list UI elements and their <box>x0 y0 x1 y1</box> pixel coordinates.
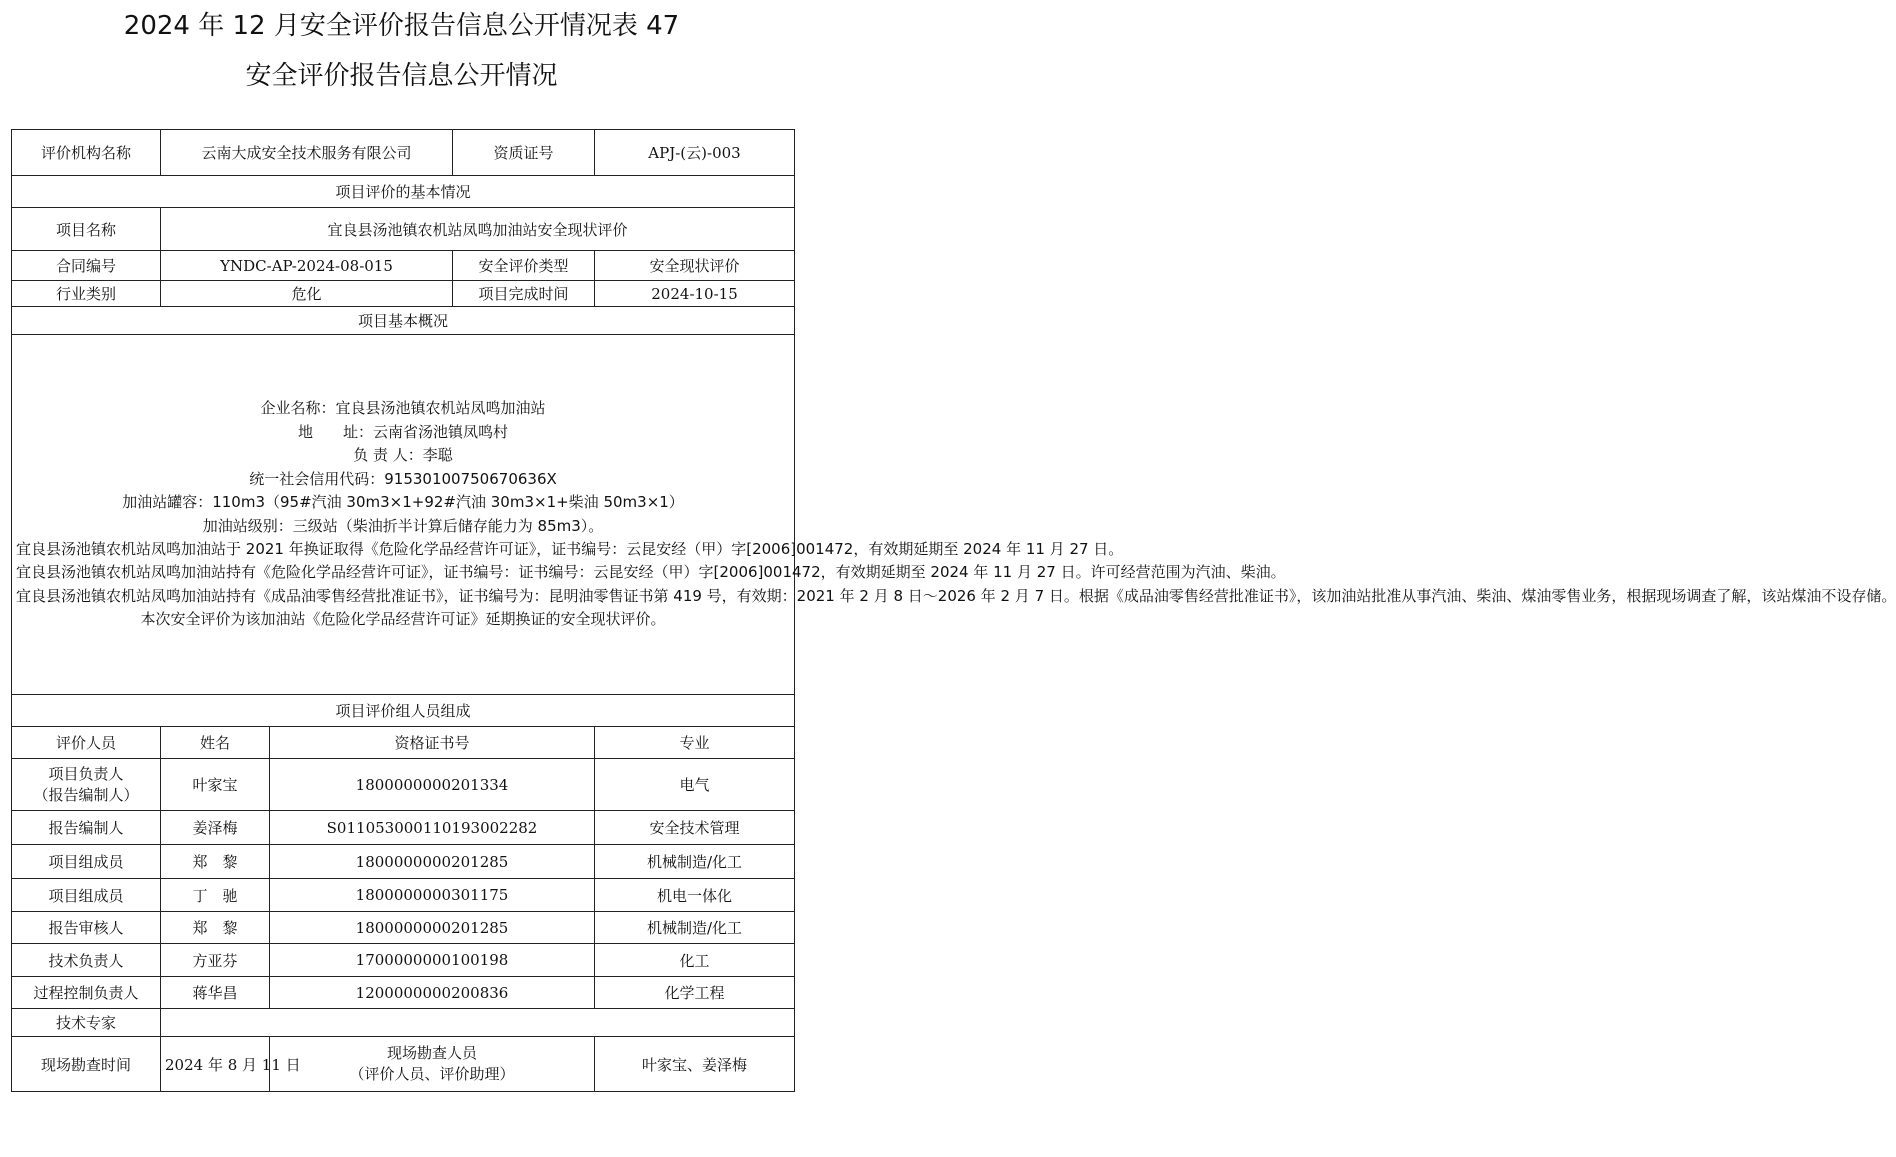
overview-retail-certificate: 宜良县汤池镇农机站凤鸣加油站持有《成品油零售经营批准证书》，证书编号为：昆明油零售证书第 419 号，有效期：2021 年 2 月 8 日～2026 年 2 月 7 日。根据《成品油零售经营批准证书》，该加油站批准从事汽油、柴油、煤油零售业务，根据现场调查了解，该站煤油不设存储。 <box>16 586 1896 605</box>
team-name: 蒋华昌 <box>161 977 270 1009</box>
team-cert: 1800000000201285 <box>270 912 595 944</box>
survey-staff-label <box>270 1037 595 1092</box>
report-subtitle: 安全评价报告信息公开情况 <box>245 61 558 91</box>
team-role: 技术负责人 <box>12 944 161 977</box>
table-row <box>12 912 795 944</box>
table-row <box>12 759 795 811</box>
project-overview <box>12 335 1896 695</box>
team-role: 报告审核人 <box>12 912 161 944</box>
team-role-line1: 项目负责人 <box>48 764 124 783</box>
table-row <box>12 944 795 977</box>
team-header-role: 评价人员 <box>12 727 161 759</box>
team-cert: 1200000000200836 <box>270 977 595 1009</box>
team-major: 机械制造/化工 <box>595 845 795 879</box>
overview-principal: 负 责 人：李聪 <box>353 446 453 465</box>
overview-credit-code: 统一社会信用代码：91530100750670636X <box>249 469 557 488</box>
overview-evaluation-purpose: 本次安全评价为该加油站《危险化学品经营许可证》延期换证的安全现状评价。 <box>140 610 666 629</box>
table-row <box>12 845 795 879</box>
team-header-major: 专业 <box>595 727 795 759</box>
team-major: 安全技术管理 <box>595 811 795 845</box>
cert-value: APJ-(云)-003 <box>595 130 795 176</box>
survey-staff-label-line1: 现场勘查人员 <box>387 1044 478 1062</box>
team-header-name: 姓名 <box>161 727 270 759</box>
overview-tank-capacity: 加油站罐容：110m3（95#汽油 30m3×1+92#汽油 30m3×1+柴油 50m3×1） <box>122 493 684 512</box>
industry-label: 行业类别 <box>12 281 161 307</box>
report-title: 2024 年 12 月安全评价报告信息公开情况表 47 <box>123 11 680 41</box>
table-row <box>12 811 795 845</box>
team-role-line2: （报告编制人） <box>33 785 139 804</box>
finish-time-label: 项目完成时间 <box>453 281 595 307</box>
team-cert: 1800000000201334 <box>270 759 595 811</box>
disclosure-table <box>11 129 1896 1092</box>
team-name: 郑 黎 <box>161 912 270 944</box>
eval-type-label: 安全评价类型 <box>453 251 595 281</box>
survey-row <box>12 1037 795 1092</box>
org-value: 云南大成安全技术服务有限公司 <box>161 130 453 176</box>
expert-row <box>12 1009 795 1037</box>
team-major: 机械制造/化工 <box>595 912 795 944</box>
eval-type-value: 安全现状评价 <box>595 251 795 281</box>
team-name: 丁 驰 <box>161 879 270 912</box>
finish-time-value: 2024-10-15 <box>595 281 795 307</box>
overview-station-level: 加油站级别：三级站（柴油折半计算后储存能力为 85m3）。 <box>202 516 604 535</box>
team-major: 电气 <box>595 759 795 811</box>
basic-section-header: 项目评价的基本情况 <box>12 176 795 208</box>
team-role: 项目组成员 <box>12 879 161 912</box>
table-row <box>12 879 795 912</box>
contract-label: 合同编号 <box>12 251 161 281</box>
team-header-cert: 资格证书号 <box>270 727 595 759</box>
team-section-header: 项目评价组人员组成 <box>12 695 795 727</box>
overview-section-header: 项目基本概况 <box>12 307 795 335</box>
team-major: 化学工程 <box>595 977 795 1009</box>
team-major: 机电一体化 <box>595 879 795 912</box>
team-name: 叶家宝 <box>161 759 270 811</box>
survey-time-label: 现场勘查时间 <box>12 1037 161 1092</box>
team-name: 郑 黎 <box>161 845 270 879</box>
table-row <box>12 977 795 1009</box>
org-row <box>12 130 795 176</box>
team-cert: 1800000000201285 <box>270 845 595 879</box>
project-name-label: 项目名称 <box>12 208 161 251</box>
team-cert: 1800000000301175 <box>270 879 595 912</box>
industry-value: 危化 <box>161 281 453 307</box>
overview-enterprise-name: 企业名称：宜良县汤池镇农机站凤鸣加油站 <box>260 399 546 418</box>
team-name: 方亚芬 <box>161 944 270 977</box>
expert-label: 技术专家 <box>12 1009 161 1037</box>
team-header-row <box>12 727 795 759</box>
team-role: 过程控制负责人 <box>12 977 161 1009</box>
contract-value: YNDC-AP-2024-08-015 <box>161 251 453 281</box>
overview-license-renewal: 宜良县汤池镇农机站凤鸣加油站于 2021 年换证取得《危险化学品经营许可证》，证书编号：云昆安经（甲）字[2006]001472，有效期延期至 2024 年 11 月 27 日。 <box>16 539 1124 558</box>
survey-time-value: 2024 年 8 月 11 日 <box>161 1037 270 1092</box>
expert-value <box>161 1009 795 1037</box>
team-cert: S011053000110193002282 <box>270 811 595 845</box>
org-label: 评价机构名称 <box>12 130 161 176</box>
team-role: 项目组成员 <box>12 845 161 879</box>
survey-staff-label-line2: （评价人员、评价助理） <box>349 1065 515 1083</box>
team-role <box>12 759 161 811</box>
overview-license-holding: 宜良县汤池镇农机站凤鸣加油站持有《危险化学品经营许可证》，证书编号：证书编号：云昆安经（甲）字[2006]001472，有效期延期至 2024 年 11 月 27 日。许可经营范围为汽油、柴油。 <box>16 563 1286 582</box>
team-name: 姜泽梅 <box>161 811 270 845</box>
project-name-value: 宜良县汤池镇农机站凤鸣加油站安全现状评价 <box>161 208 795 251</box>
team-role: 报告编制人 <box>12 811 161 845</box>
survey-staff-value: 叶家宝、姜泽梅 <box>595 1037 795 1092</box>
overview-address: 地 址：云南省汤池镇凤鸣村 <box>298 422 509 441</box>
team-cert: 1700000000100198 <box>270 944 595 977</box>
team-major: 化工 <box>595 944 795 977</box>
cert-label: 资质证号 <box>453 130 595 176</box>
